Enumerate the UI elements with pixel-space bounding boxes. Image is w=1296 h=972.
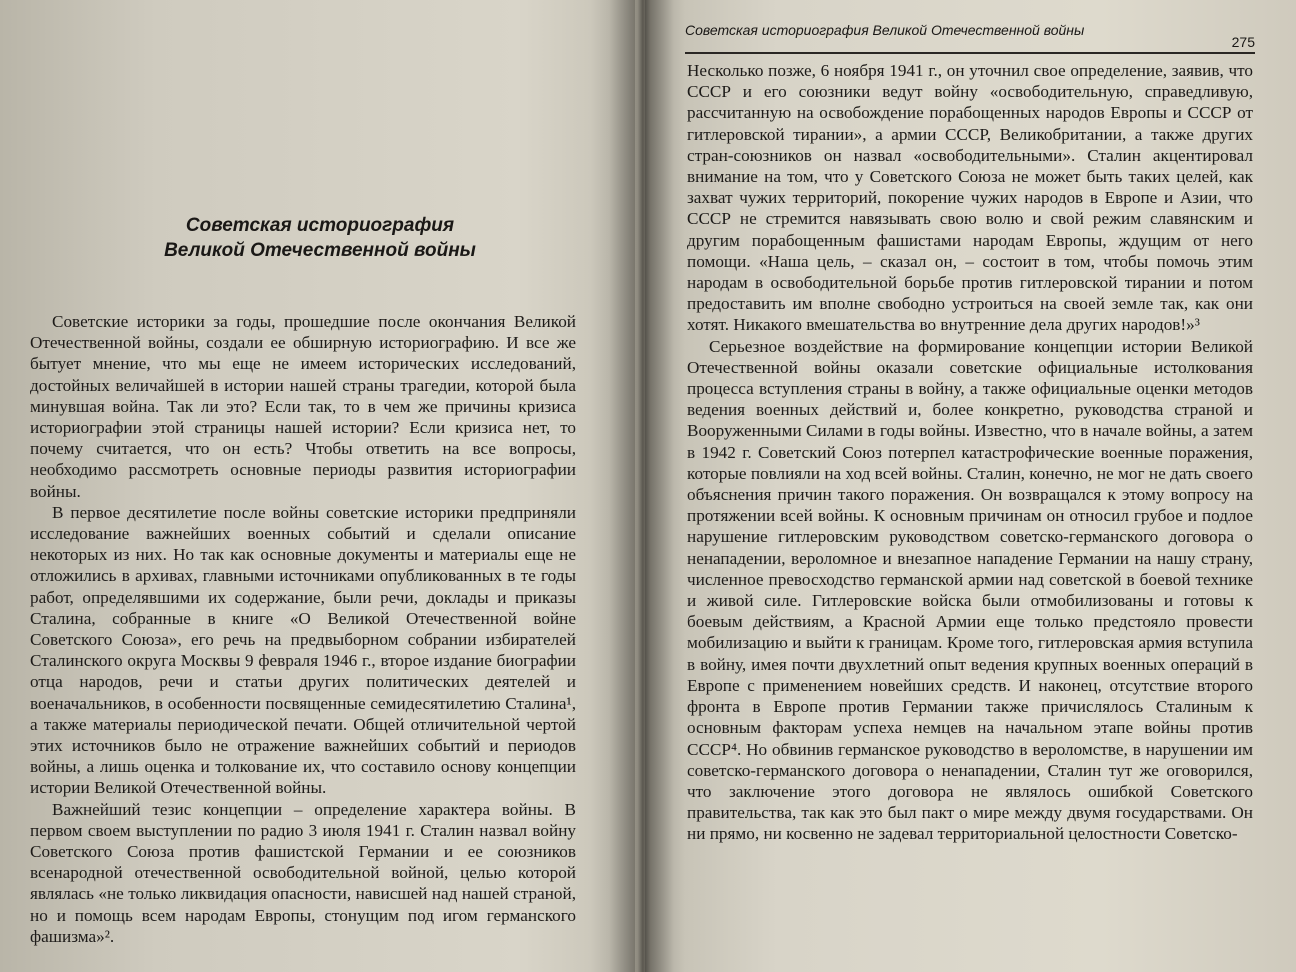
page-number: 275: [1231, 34, 1255, 50]
chapter-title: [60, 213, 580, 263]
paragraph: В первое десятилетие после войны советские историки предприняли исследование важнейших военных событий и сделали описание некоторых из них. Но так как основные документы и материалы еще не отложились в архивах, главными источниками опубликованных в те годы работ, определявшими их содержание, были речи, доклады и приказы Сталина, собранные в книге «О Великой Отечественной войне Советского Союза», его речь на предвыборном собрании избирателей Сталинского округа Москвы 9 февраля 1946 г., второе издание биографии отца народов, речи и статьи других политических деятелей и военачальников, в особенности посвященные семидесятилетию Сталина¹, а также материалы периодической печати. Общей отличительной чертой этих источников было не отражение важнейших событий и периодов войны, а лишь оценка и толкование их, что составило основу концепции истории Великой Отечественной войны.: [30, 502, 576, 798]
running-header: [685, 20, 1255, 54]
paragraph: Советские историки за годы, прошедшие после окончания Великой Отечественной войны, создали ее обширную историографию. И все же бытует мнение, что мы еще не имеем исторических исследований, достойных величайшей в истории нашей страны трагедии, которой была минувшая война. Так ли это? Если так, то в чем же причины кризиса историографии этой страницы нашей истории? Если кризиса нет, то почему считается, что он есть? Чтобы ответить на все вопросы, необходимо рассмотреть основные периоды развития историографии войны.: [30, 312, 576, 501]
left-page: [0, 0, 635, 972]
running-title: Советская историография Великой Отечественной войны: [685, 22, 1085, 38]
chapter-title-line-2: Великой Отечественной войны: [164, 240, 476, 261]
paragraph: Несколько позже, 6 ноября 1941 г., он уточнил свое определение, заявив, что СССР и его союзники ведут войну «освободительную, справедливую, рассчитанную на освобождение порабощенных народов Европы и СССР от гитлеровской тирании», а армии СССР, Великобритании, а также других стран-союзников он назвал «освободительными». Сталин акцентировал внимание на том, что у Советского Союза не может быть таких целей, как захват чужих территорий, покорение чужих народов в Европе и Азии, что СССР не стремится навязывать свою волю и свой режим славянским и другим порабощенным фашистами народам Европы, ждущим от него помощи. «Наша цель, – сказал он, – состоит в том, чтобы помочь этим народам в освободительной борьбе против гитлеровской тирании и потом предоставить им вполне свободно устроиться на своей земле так, как они хотят. Никакого вмешательства во внутренние дела других народов!»³: [687, 61, 1253, 335]
paragraph: Серьезное воздействие на формирование концепции истории Великой Отечественной войны оказали советские официальные истолкования процесса вступления страны в войну, а также официальные оценки методов ведения военных действий и, более конкретно, руководства страной и Вооруженными Силами в годы войны. Известно, что в начале войны, а затем в 1942 г. Советский Союз потерпел катастрофические военные поражения, которые повлияли на ход всей войны. Сталин, конечно, не мог не дать своего объяснения причин такого поражения. Он возвращался к этому вопросу на протяжении всей войны. К основным причинам он относил грубое и подлое нарушение гитлеровским руководством советско-германского договора о ненападении, вероломное и внезапное нападение Германии на нашу страну, численное превосходство германской армии над советской в боевой технике и живой силе. Гитлеровские войска были отмобилизованы и готовы к боевым действиям, а Красной Армии еще только предстояло провести мобилизацию и выйти к границам. Кроме того, гитлеровская армия вступила в войну, имея почти двухлетний опыт ведения крупных военных операций в Европе с применением новейших средств. И наконец, отсутствие второго фронта в Европе против Германии также причислялось Сталиным к основным факторам успеха немцев на начальном этапе войны против СССР⁴. Но обвинив германское руководство в вероломстве, в нарушении им советско-германского договора о ненападении, Сталин тут же оговорился, что заключение этого договора не являлось ошибкой Советского правительства, так как это был пакт о мире между двумя государствами. Он ни прямо, ни косвенно не задевал территориальной целостности Советско-: [687, 336, 1253, 844]
right-page: [645, 0, 1296, 972]
left-page-body: [30, 311, 576, 947]
paragraph: Важнейший тезис концепции – определение характера войны. В первом своем выступлении по радио 3 июля 1941 г. Сталин назвал войну Советского Союза против фашистской Германии и ее союзников всенародной отечественной освободительной войной, целью которой являлась «не только ликвидация опасности, нависшей над нашей страной, но и помощь всем народам Европы, стонущим под игом германского фашизма»².: [30, 799, 576, 946]
chapter-title-line-1: Советская историография: [185, 215, 455, 236]
right-page-body: [687, 60, 1253, 845]
